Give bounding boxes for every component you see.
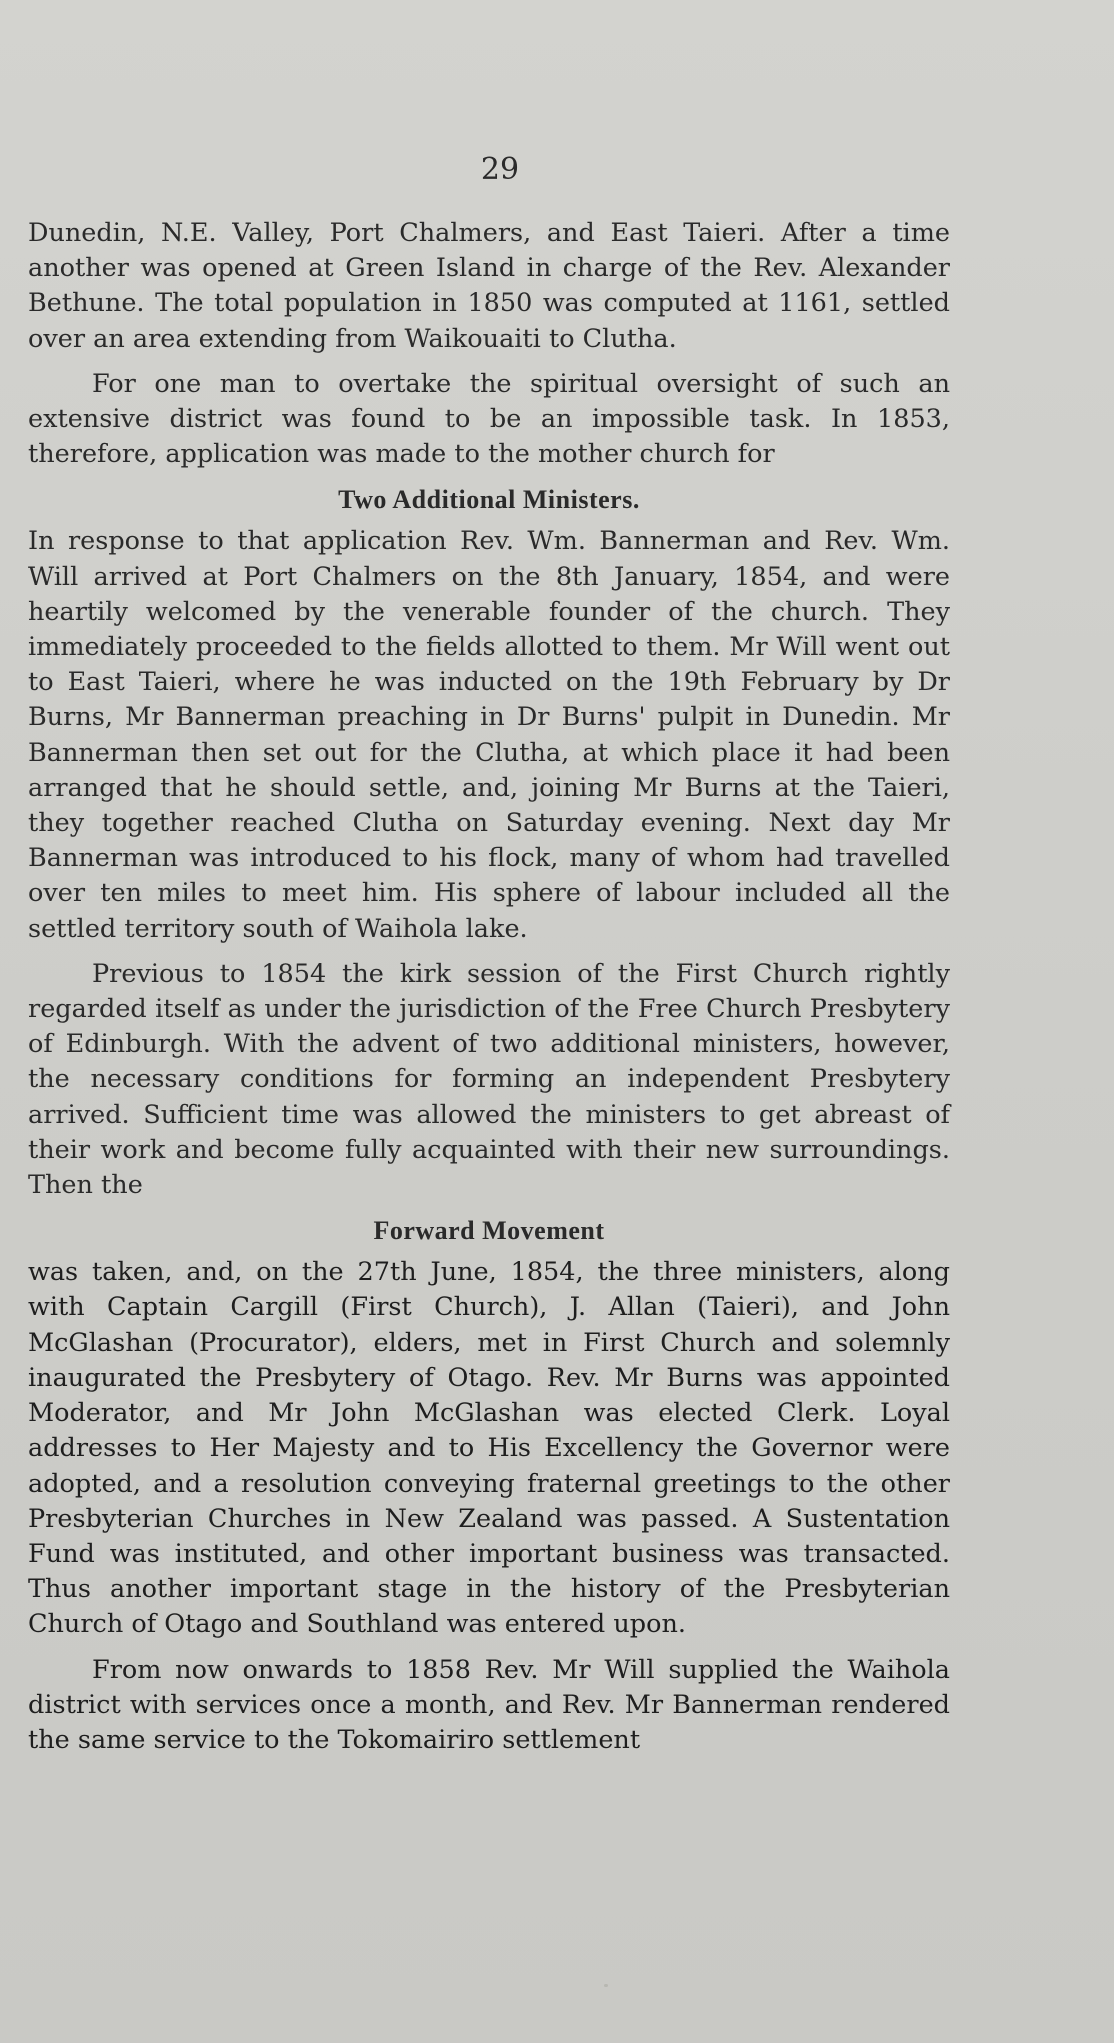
paragraph: In response to that application Rev. Wm. Bannerman and Rev. Wm. Will arrived at Port Chalmers on the 8th January, 1854, and were heartily welcomed by the venerable founder of the church. They immediately proceeded to the fields allotted to them. Mr Will went out to East Taieri, where he was inducted on the 19th February by Dr Burns, Mr Bannerman preaching in Dr Burns' pulpit in Dunedin. Mr Bannerman then set out for the Clutha, at which place it had been arranged that he should settle, and, joining Mr Burns at the Taieri, they together reached Clutha on Saturday evening. Next day Mr Bannerman was introduced to his flock, many of whom had travelled over ten miles to meet him. His sphere of labour included all the settled territory south of Waihola lake. bbox=[28, 526, 950, 944]
paper-speck bbox=[604, 1984, 608, 1987]
text-column bbox=[28, 216, 950, 1758]
section-heading: Two Additional Ministers. bbox=[338, 485, 640, 515]
page-number: 29 bbox=[480, 152, 520, 187]
section-heading: Forward Movement bbox=[373, 1216, 605, 1246]
paragraph: Dunedin, N.E. Valley, Port Chalmers, and East Taieri. After a time another was opened at Green Island in charge of the Rev. Alexander Bethune. The total population in 1850 was computed at 1161, settled over an area extending from Waikouaiti to Clutha. bbox=[28, 218, 950, 354]
paragraph: From now onwards to 1858 Rev. Mr Will supplied the Waihola district with services once a month, and Rev. Mr Bannerman rendered the same service to the Tokomairiro settlement bbox=[28, 1654, 950, 1755]
paragraph: was taken, and, on the 27th June, 1854, the three ministers, along with Captain Cargill (First Church), J. Allan (Taieri), and John McGlashan (Procurator), elders, met in First Church and solemnly inaugurated the Presbytery of Otago. Rev. Mr Burns was appointed Moderator, and Mr John McGlashan was elected Clerk. Loyal addresses to Her Majesty and to His Excellency the Governor were adopted, and a resolution conveying fraternal greetings to the other Presbyterian Churches in New Zealand was passed. A Sustentation Fund was instituted, and other important business was transacted. Thus another important stage in the history of the Presbyterian Church of Otago and Southland was entered upon. bbox=[28, 1257, 950, 1640]
paragraph: Previous to 1854 the kirk session of the First Church rightly regarded itself as under the jurisdiction of the Free Church Presbytery of Edinburgh. With the advent of two additional ministers, however, the necessary conditions for forming an independent Presbytery arrived. Sufficient time was allowed the ministers to get abreast of their work and become fully acquainted with their new surroundings. Then the bbox=[28, 958, 950, 1201]
paragraph: For one man to overtake the spiritual oversight of such an extensive district was found to be an impossible task. In 1853, therefore, application was made to the mother church for bbox=[28, 368, 950, 470]
